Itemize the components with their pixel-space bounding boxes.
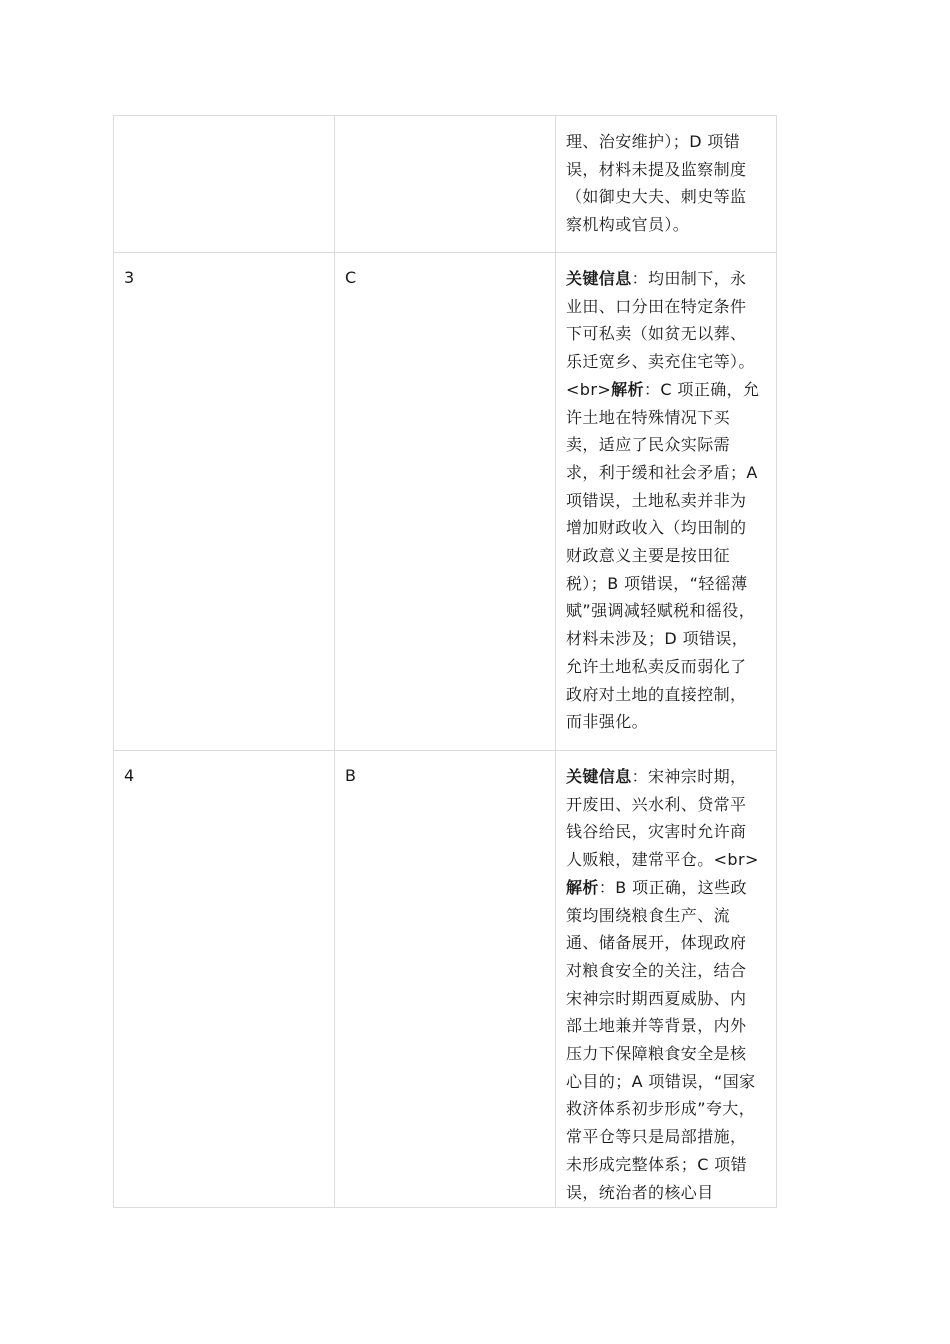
table-row: [114, 751, 777, 1208]
answer-cell: [335, 116, 556, 253]
explanation-body: 理、治安维护）；D 项错误，材料未提及监察制度（如御史大夫、刺史等监察机构或官员）。: [566, 132, 747, 235]
answer-cell: [335, 253, 556, 751]
question-number: 3: [124, 268, 135, 287]
table-row: [114, 116, 777, 253]
question-number-cell: [114, 116, 335, 253]
explanation-text: [556, 253, 776, 748]
question-number-cell: [114, 751, 335, 1208]
explanation-text: [556, 116, 776, 251]
answer-letter: [335, 116, 555, 130]
explanation-text: [556, 751, 776, 1207]
key-info-label: 关键信息: [566, 269, 632, 288]
key-info-label: 关键信息: [566, 767, 632, 786]
analysis-text: ：C 项正确，允许土地在特殊情况下买卖，适应了民众实际需求，利于缓和社会矛盾；A 项错误，土地私卖并非为增加财政收入（均田制的财政意义主要是按田征税）；B 项错误，“轻徭薄赋”强调减轻赋税和徭役，材料未涉及；D 项错误，允许土地私卖反而弱化了政府对土地的直接控制，而非强化。: [566, 379, 760, 732]
answer-table: [113, 115, 777, 1208]
table-row: [114, 253, 777, 751]
analysis-text: ：B 项正确，这些政策均围绕粮食生产、流通、储备展开，体现政府对粮食安全的关注，结合宋神宗时期西夏威胁、内部土地兼并等背景，内外压力下保障粮食安全是核心目的；A 项错误，“国家救济体系初步形成”夸大，常平仓等只是局部措施，未形成完整体系；C 项错误，统治者的核心目: [566, 877, 756, 1202]
key-info-text: ：均田制下，永业田、口分田在特定条件下可私卖（如贫无以葬、乐迁宽乡、卖充住宅等）。<br>: [566, 269, 755, 399]
analysis-label: 解析: [611, 379, 644, 399]
question-number: [114, 116, 334, 130]
answer-letter: B: [345, 766, 356, 785]
explanation-cell: [556, 253, 777, 751]
explanation-cell: [556, 751, 777, 1208]
answer-letter: C: [345, 268, 357, 287]
answer-cell: [335, 751, 556, 1208]
key-info-text: ：宋神宗时期，开废田、兴水利、贷常平钱谷给民，灾害时允许商人贩粮，建常平仓。<br>: [566, 767, 759, 870]
analysis-label: 解析: [566, 877, 599, 897]
question-number: 4: [124, 766, 135, 785]
question-number-cell: [114, 253, 335, 751]
explanation-cell: [556, 116, 777, 253]
